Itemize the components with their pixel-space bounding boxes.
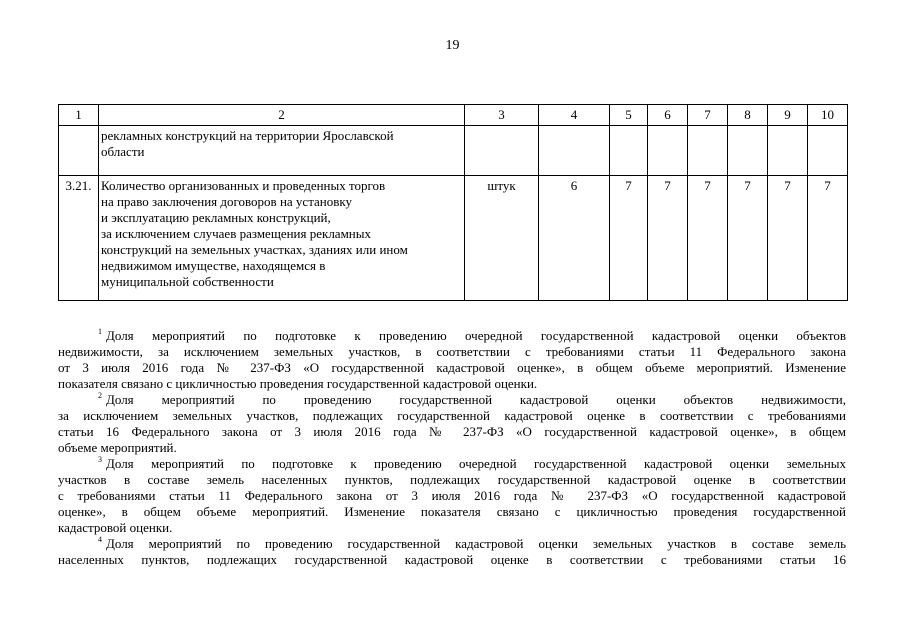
row-value bbox=[728, 126, 768, 176]
indicator-table bbox=[58, 104, 848, 301]
footnote-line: оценке», в общем объеме мероприятий. Изменение показателя связано с цикличностью проведения государственной bbox=[58, 504, 846, 519]
footnote bbox=[58, 456, 846, 536]
footnote-line bbox=[58, 536, 846, 552]
row-description bbox=[99, 176, 465, 301]
header-cell: 5 bbox=[610, 105, 648, 126]
row-value bbox=[648, 126, 688, 176]
footnotes bbox=[58, 328, 846, 568]
footnote-line: населенных пунктов, подлежащих государственной кадастровой оценке в соответствии с требованиями статьи 16 bbox=[58, 552, 846, 567]
footnote-text: Доля мероприятий по проведению государственной кадастровой оценки объектов недвижимости, bbox=[106, 392, 846, 407]
row-value: 7 bbox=[808, 176, 848, 301]
header-cell: 3 bbox=[465, 105, 539, 126]
footnote-line: участков в составе земель населенных пунктов, подлежащих государственной кадастровой оценке в соответствии bbox=[58, 472, 846, 487]
header-cell: 7 bbox=[688, 105, 728, 126]
description-line: и эксплуатацию рекламных конструкций, bbox=[101, 210, 331, 225]
row-value: 7 bbox=[688, 176, 728, 301]
description-line: недвижимом имуществе, находящемся в bbox=[101, 258, 326, 273]
description-line: за исключением случаев размещения рекламных bbox=[101, 226, 371, 241]
table-row bbox=[59, 176, 848, 301]
row-number bbox=[59, 126, 99, 176]
footnote-line bbox=[58, 392, 846, 408]
header-cell: 10 bbox=[808, 105, 848, 126]
footnote-line: недвижимости, за исключением земельных участков, в соответствии с требованиями статьи 11 Федерального закона bbox=[58, 344, 846, 359]
header-cell: 9 bbox=[768, 105, 808, 126]
description-line: муниципальной собственности bbox=[101, 274, 274, 289]
header-cell: 4 bbox=[539, 105, 610, 126]
footnote-mark: 3 bbox=[98, 455, 102, 464]
row-unit bbox=[465, 126, 539, 176]
footnote-text: Доля мероприятий по подготовке к проведению очередной государственной кадастровой оценки объектов bbox=[106, 328, 846, 343]
header-cell: 8 bbox=[728, 105, 768, 126]
footnote-line: показателя связано с цикличностью проведения государственной кадастровой оценки. bbox=[58, 376, 538, 391]
table-row bbox=[59, 126, 848, 176]
footnote bbox=[58, 392, 846, 456]
footnote-line: от 3 июля 2016 года № 237-ФЗ «О государственной кадастровой оценке», в общем объеме мероприятий. Изменение bbox=[58, 360, 846, 375]
footnote-line: статьи 16 Федерального закона от 3 июля 2016 года № 237-ФЗ «О государственной кадастровой оценке», в общем bbox=[58, 424, 846, 439]
row-value bbox=[768, 126, 808, 176]
row-value: 7 bbox=[648, 176, 688, 301]
row-number: 3.21. bbox=[59, 176, 99, 301]
footnote-text: Доля мероприятий по подготовке к проведению очередной государственной кадастровой оценки земельных bbox=[106, 456, 846, 471]
footnote-mark: 1 bbox=[98, 327, 102, 336]
footnote-line: объеме мероприятий. bbox=[58, 440, 177, 455]
row-value: 7 bbox=[728, 176, 768, 301]
footnote-line bbox=[58, 328, 846, 344]
header-cell: 1 bbox=[59, 105, 99, 126]
table-header-row bbox=[59, 105, 848, 126]
description-line: области bbox=[101, 144, 145, 159]
footnote-text: Доля мероприятий по проведению государственной кадастровой оценки земельных участков в составе земель bbox=[106, 536, 846, 551]
footnote-line bbox=[58, 456, 846, 472]
footnote-line: кадастровой оценки. bbox=[58, 520, 173, 535]
description-line: на право заключения договоров на установку bbox=[101, 194, 353, 209]
description-line: конструкций на земельных участках, зданиях или ином bbox=[101, 242, 408, 257]
row-value bbox=[610, 126, 648, 176]
description-line: рекламных конструкций на территории Ярославской bbox=[101, 128, 394, 143]
row-description bbox=[99, 126, 465, 176]
row-unit: штук bbox=[465, 176, 539, 301]
header-cell: 2 bbox=[99, 105, 465, 126]
page-number: 19 bbox=[445, 38, 460, 53]
row-value bbox=[539, 126, 610, 176]
footnote bbox=[58, 536, 846, 568]
footnote bbox=[58, 328, 846, 392]
row-value bbox=[808, 126, 848, 176]
row-value bbox=[688, 126, 728, 176]
footnote-line: с требованиями статьи 11 Федерального закона от 3 июля 2016 года № 237-ФЗ «О государственной кадастровой bbox=[58, 488, 846, 503]
description-line: Количество организованных и проведенных торгов bbox=[101, 178, 386, 193]
footnote-mark: 4 bbox=[98, 535, 102, 544]
row-value: 7 bbox=[610, 176, 648, 301]
header-cell: 6 bbox=[648, 105, 688, 126]
row-value: 6 bbox=[539, 176, 610, 301]
footnote-mark: 2 bbox=[98, 391, 102, 400]
row-value: 7 bbox=[768, 176, 808, 301]
footnote-line: за исключением земельных участков, подлежащих государственной кадастровой оценке в соответствии с требованиями bbox=[58, 408, 846, 423]
